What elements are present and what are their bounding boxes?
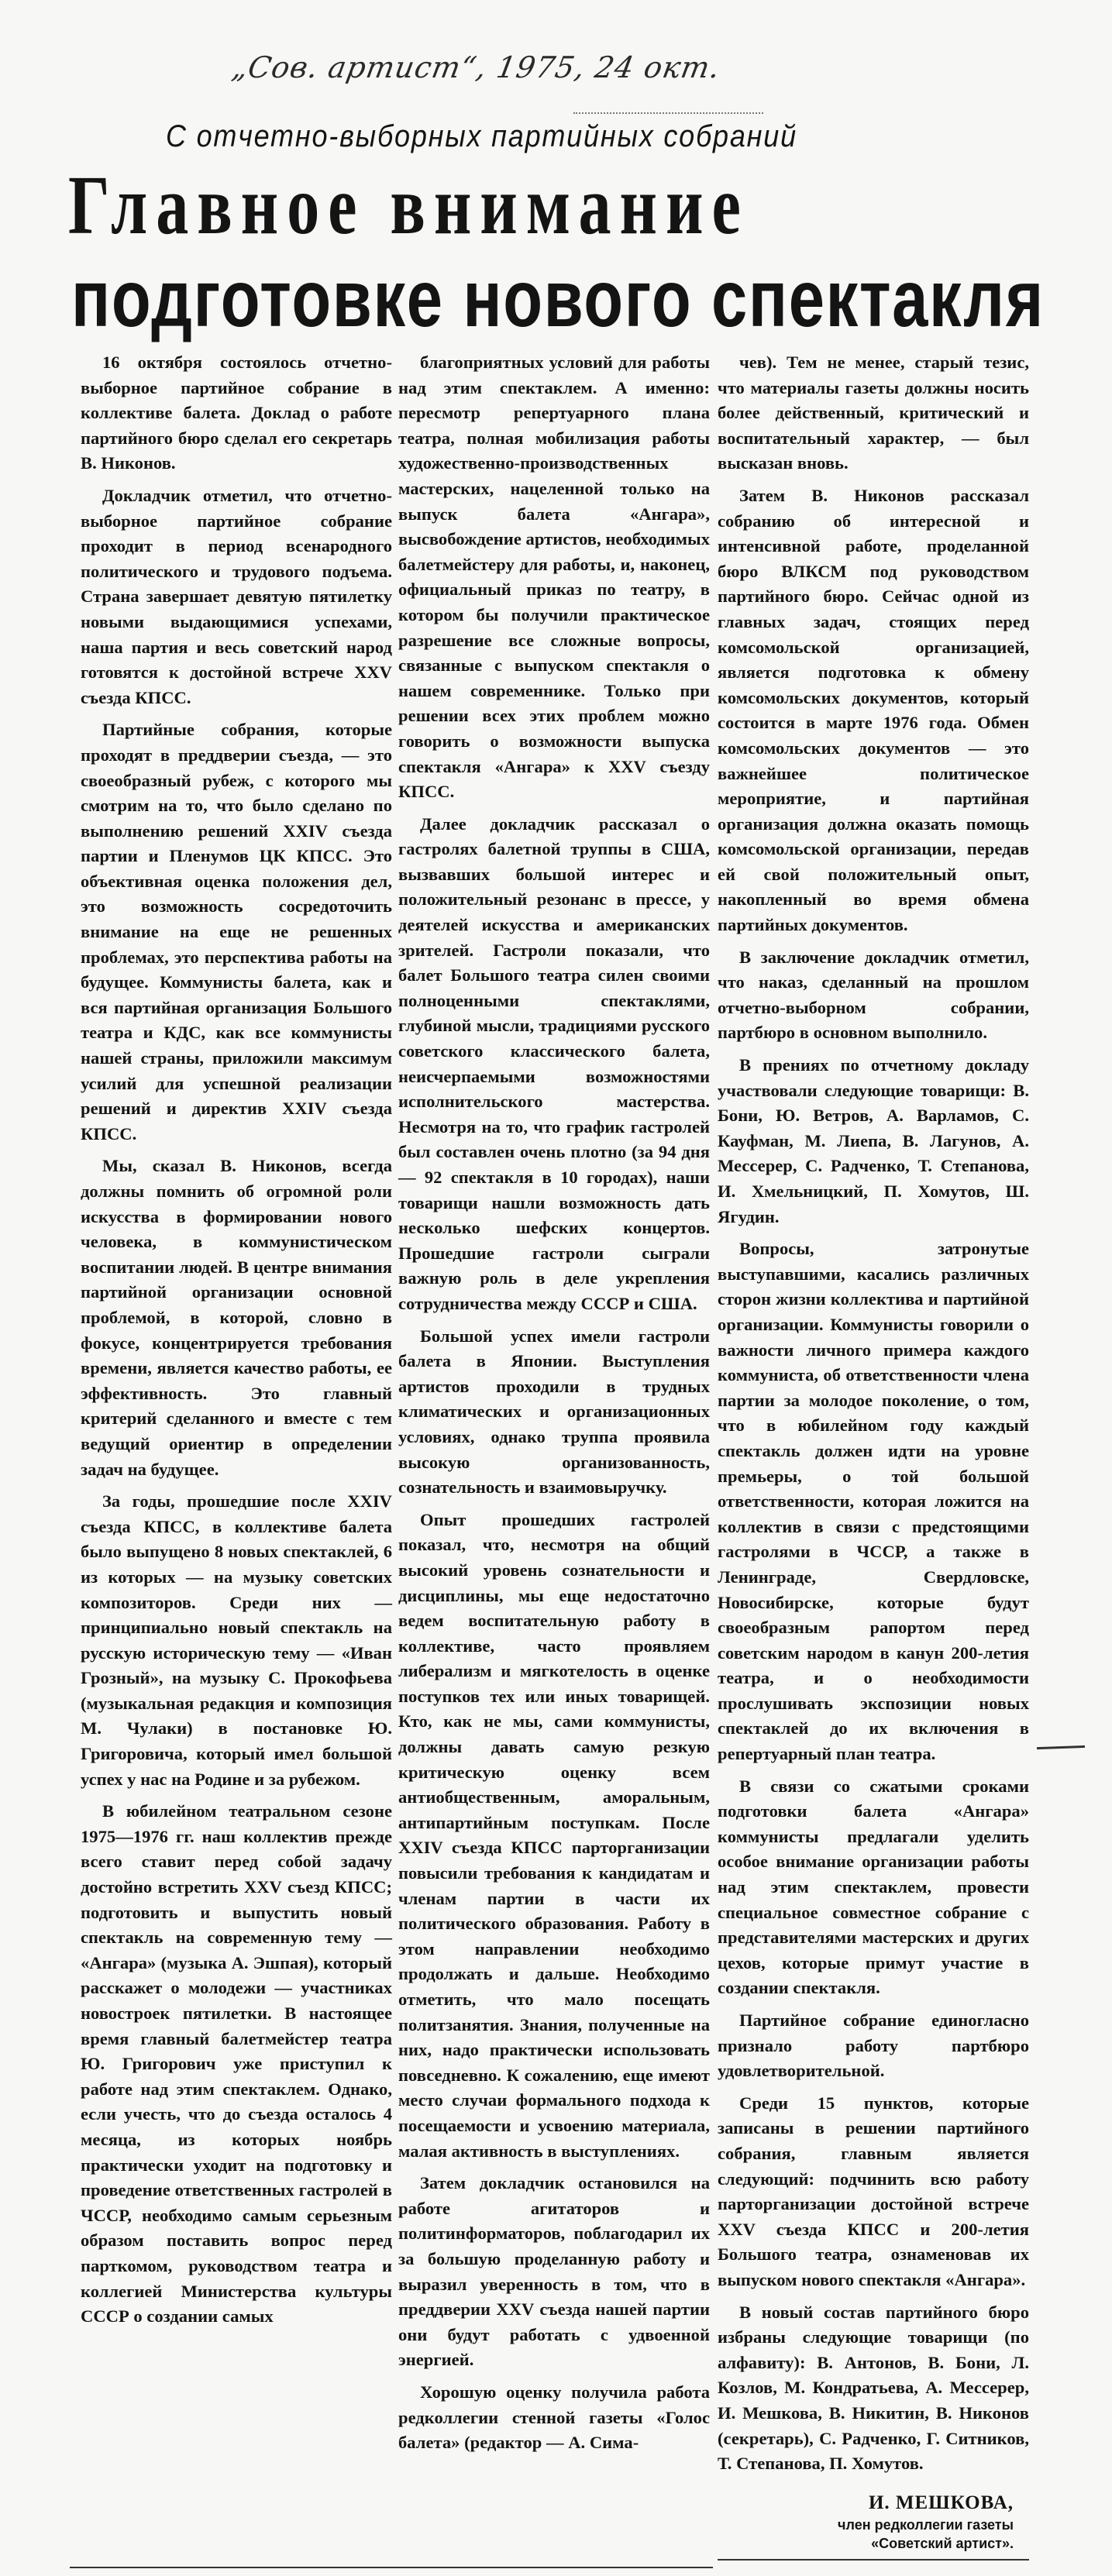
handwritten-source-note: „Сов. артист“, 1975, 24 окт. <box>229 50 724 84</box>
handwriting-underline <box>573 112 763 114</box>
article-paragraph: В связи со сжатыми сроками подготовки балета «Ангара» коммунисты предлагали уделить особое внимание организации работы над этим спектаклем, провести специальное совместное собрание с представителями мастерских и других цехов, которые примут участие в создании спектакля. <box>718 1776 1029 1998</box>
author-name: И. МЕШКОВА, <box>868 2492 1014 2513</box>
article-paragraph: Хорошую оценку получила работа редколлегии стенной газеты «Голос балета» (редактор — А. Сима- <box>398 2382 710 2453</box>
article-paragraph: В прениях по отчетному докладу участвовали следующие товарищи: В. Бони, Ю. Ветров, А. Варламов, С. Кауфман, М. Лиепа, В. Лагунов, А. Мессерер, С. Радченко, Т. Степанова, И. Хмельницкий, П. Хомутов, Ш. Ягудин. <box>718 1055 1029 1226</box>
article-paragraph: Докладчик отметил, что отчетно-выборное партийное собрание проходит в период всенародного политического и трудового подъема. Страна завершает девятую пятилетку новыми выдающимися успехами, наша партия и весь советский народ готовятся к достойной встрече XXV съезда КПСС. <box>81 485 392 707</box>
article-paragraph: В заключение докладчик отметил, что наказ, сделанный на прошлом отчетно-выборном собрании, партбюро в основном выполнило. <box>718 947 1029 1043</box>
author-role: член редколлегии газеты <box>838 2516 1014 2533</box>
article-paragraph: Мы, сказал В. Никонов, всегда должны помнить об огромной роли искусства в формировании нового человека, в коммунистическом воспитании людей. В центре внимания партийной организации основной проблемой, в которой, словно в фокусе, концентрируется требования времени, является качество работы, ее эффективность. Это главный критерий сделанного и вместе с тем ведущий ориентир в определении задач на будущее. <box>81 1156 392 1479</box>
article-column-3 <box>718 350 1029 2561</box>
article-paragraph: Среди 15 пунктов, которые записаны в решении партийного собрания, главным является следующий: подчинить всю работу парторганизации достойной встрече XXV съезда КПСС и 200-летия Большого театра, ознаменовав их выпуском нового спектакля «Ангара». <box>718 2093 1029 2289</box>
article-paragraph: Опыт прошедших гастролей показал, что, несмотря на общий высокий уровень сознательности и дисциплины, мы еще недостаточно ведем воспитательную работу в коллективе, часто проявляем либерализм и мягкотелость в оценке поступков тех или иных товарищей. Кто, как не мы, сами коммунисты, должны давать самую резкую критическую оценку всем антиобщественным, аморальным, антипартийным поступкам. После XXIV съезда КПСС парторганизации повысили требования к кандидатам и членам партии в части их политического образования. Работу в этом направлении необходимо продолжать и дальше. Необходимо отметить, что мало посещать политзанятия. Знания, полученные на них, надо практически использовать повседневно. К сожалению, еще имеют место случаи формального подхода к посещаемости и усвоению материала, малая активность в выступлениях. <box>398 1509 710 2161</box>
article-paragraph: За годы, прошедшие после XXIV съезда КПСС, в коллективе балета было выпущено 8 новых спектаклей, 6 из которых — на музыку советских композиторов. Среди них — принципиально новый спектакль на русскую историческую тему — «Иван Грозный», на музыку С. Прокофьева (музыкальная редакция и композиция М. Чулаки) в постановке Ю. Григоровича, который имел большой успех у нас на Родине и за рубежом. <box>81 1491 392 1789</box>
article-column-1 <box>81 350 392 2337</box>
article-paragraph: Вопросы, затронутые выступавшими, касались различных сторон жизни коллектива и партийной организации. Коммунисты говорили о важности личного примера каждого коммуниста, об ответственности члена партии за молодое поколение, о том, что в юбилейном году каждый спектакль должен идти на уровне премьеры, о той большой ответственности, которая ложится на коллектив в связи с предстоящими гастролями в ЧССР, а также в Ленинграде, Свердловске, Новосибирске, которые будут своеобразным рапортом перед советским народом в канун 200-летия театра, и о необходимости прослушивать экспозиции новых спектаклей до их включения в репертуарный план театра. <box>718 1239 1029 1764</box>
author-signature <box>718 2491 1029 2553</box>
rubric-heading: С отчетно-выборных партийных собраний <box>166 119 797 153</box>
article-paragraph: Партийное собрание единогласно признало работу партбюро удовлетворительной. <box>718 2010 1029 2081</box>
article-bottom-rule <box>70 2567 713 2568</box>
article-paragraph: Далее докладчик рассказал о гастролях балетной труппы в США, вызвавших большой интерес и положительный резонанс в прессе, у деятелей искусства и американских зрителей. Гастроли показали, что балет Большого театра силен своими полноценными спектаклями, глубиной мысли, традициями русского советского классического балета, неисчерпаемыми возможностями исполнительского мастерства. Несмотря на то, что график гастролей был составлен очень плотно (за 94 дня — 92 спектакля в 10 городах), наши товарищи нашли возможность дать несколько шефских концертов. Прошедшие гастроли сыграли важную роль в деле укрепления сотрудничества между СССР и США. <box>398 813 710 1313</box>
article-paragraph: чев). Тем не менее, старый тезис, что материалы газеты должны носить более действенный, критический и воспитательный характер, — был высказан вновь. <box>718 353 1029 473</box>
article-paragraph: В юбилейном театральном сезоне 1975—1976 гг. наш коллектив прежде всего ставит перед собой задачу достойно встретить XXV съезд КПСС; подготовить и выпустить новый спектакль на современную тему — «Ангара» (музыка А. Эшпая), который расскажет о молодежи — участниках новостроек пятилетки. В настоящее время главный балетмейстер театра Ю. Григорович уже приступил к работе над этим спектаклем. Однако, если учесть, что до съезда осталось 4 месяца, из которых ноябрь практически уходит на подготовку и проведение ответственных гастролей в ЧССР, необходимо самым серьезным образом поставить вопрос перед парткомом, руководством театра и коллегией Министерства культуры СССР о создании самых <box>81 1801 392 2327</box>
article-paragraph: Большой успех имели гастроли балета в Японии. Выступления артистов проходили в трудных климатических и организационных условиях, однако труппа проявила высокую организованность, сознательность и взаимовыручку. <box>398 1326 710 1498</box>
newspaper-name: «Советский артист». <box>871 2535 1014 2551</box>
article-lead-paragraph: 16 октября состоялось отчетно-выборное партийное собрание в коллективе балета. Доклад о работе партийного бюро сделал его секретарь В. Никонов. <box>81 353 392 473</box>
article-paragraph: Партийные собрания, которые проходят в преддверии съезда, — это своеобразный рубеж, с которого мы смотрим на то, что было сделано по выполнению решений XXIV съезда партии и Пленумов ЦК КПСС. Это объективная оценка положения дел, это возможность сосредоточить внимание на еще не решенных проблемах, это перспектива работы на будущее. Коммунисты балета, как и вся партийная организация Большого театра и КДС, как все коммунисты нашей страны, приложили максимум усилий для успешной реализации решений и директив XXIV съезда КПСС. <box>81 720 392 1144</box>
article-paragraph: В новый состав партийного бюро избраны следующие товарищи (по алфавиту): В. Антонов, В. Бони, Л. Козлов, М. Кондратьева, А. Мессерер, И. Мешкова, В. Никитин, В. Никонов (секретарь), С. Радченко, Г. Ситников, Т. Степанова, П. Хомутов. <box>718 2302 1029 2474</box>
article-paragraph: Затем В. Никонов рассказал собранию об интересной и интенсивной работе, проделанной бюро ВЛКСМ под руководством партийного бюро. Сейчас одной из главных задач, стоящих перед комсомольской организацией, является подготовка к обмену комсомольских документов, который состоится в марте 1976 года. Обмен комсомольских документов — это важнейшее политическое мероприятие, и партийная организация должна оказать помощь комсомольской организации, передав ей свой положительный опыт, накопленный во время обмена партийных документов. <box>718 485 1029 935</box>
article-paragraph: благоприятных условий для работы над этим спектаклем. А именно: пересмотр репертуарного плана театра, полная мобилизация работы художественно-производственных мастерских, нацеленной только на выпуск балета «Ангара», высвобождение артистов, необходимых балетмейстеру для работы, и, наконец, официальный приказ по театру, в котором бы получили практическое разрешение все сложные вопросы, связанные с выпуском спектакля о нашем современнике. Только при решении всех этих проблем можно говорить о возможности выпуска спектакля «Ангара» к XXV съезду КПСС. <box>398 353 710 802</box>
column-end-rule <box>718 2559 1029 2561</box>
headline-line-1: Главное внимание <box>68 160 749 252</box>
margin-pen-mark <box>1037 1745 1085 1749</box>
headline-line-2: подготовке нового спектакля <box>71 254 1045 344</box>
article-paragraph: Затем докладчик остановился на работе агитаторов и политинформаторов, поблагодарил их за большую проделанную работу и выразил уверенность в том, что в преддверии XXV съезда нашей партии они будут работать с удвоенной энергией. <box>398 2173 710 2370</box>
article-column-2 <box>398 350 710 2463</box>
